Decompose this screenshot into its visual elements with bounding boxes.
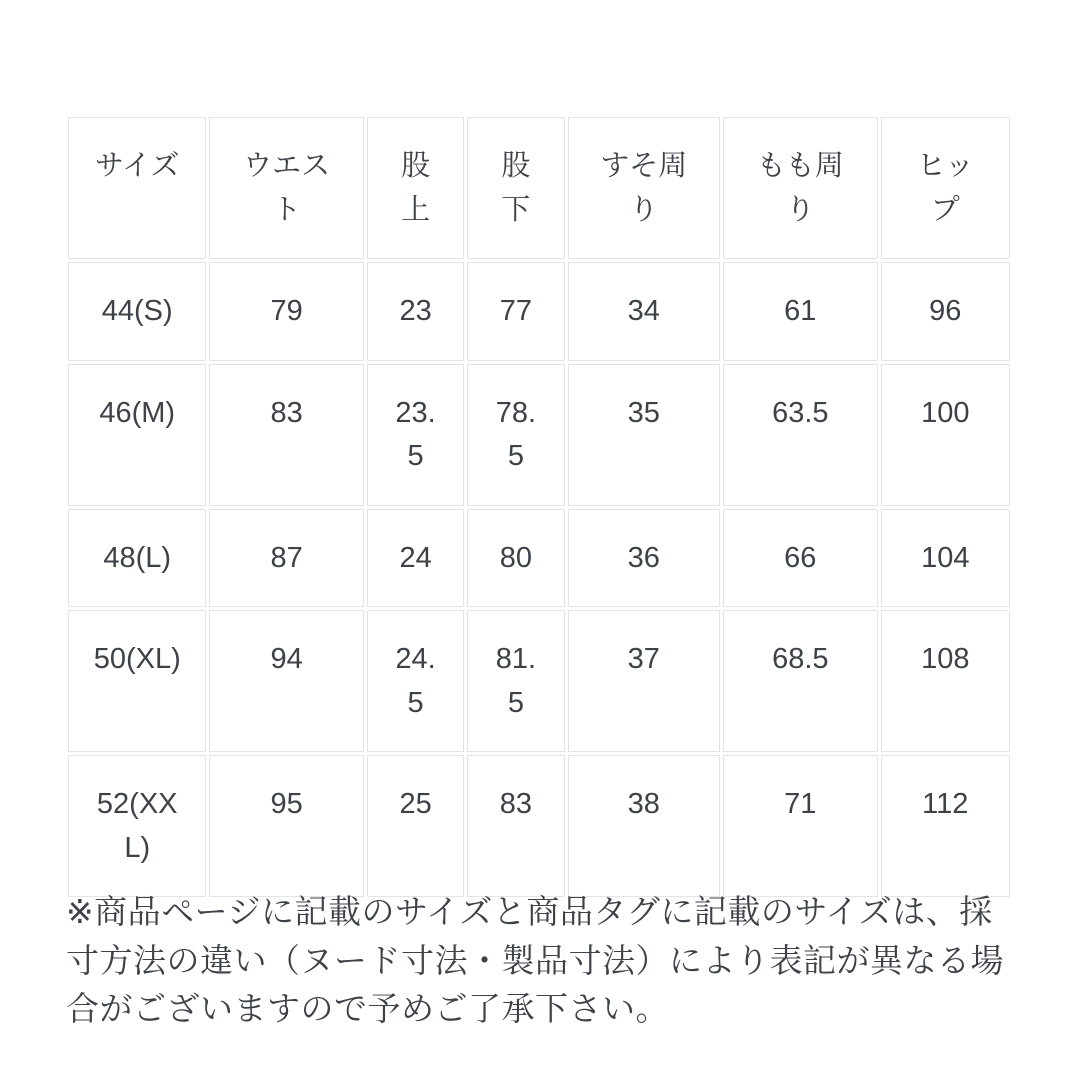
cell-rise: 25 xyxy=(367,755,464,897)
column-header-thigh: もも周り xyxy=(723,117,878,259)
table-row-48l xyxy=(68,509,1010,608)
column-header-inseam: 股下 xyxy=(467,117,564,259)
cell-rise: 24 xyxy=(367,509,464,608)
cell-hip: 100 xyxy=(881,364,1010,506)
table-header-row xyxy=(68,117,1010,259)
cell-thigh: 63.5 xyxy=(723,364,878,506)
table-row-44s xyxy=(68,262,1010,361)
cell-thigh: 61 xyxy=(723,262,878,361)
cell-rise: 23.5 xyxy=(367,364,464,506)
column-header-hem: すそ周り xyxy=(568,117,720,259)
cell-hip: 96 xyxy=(881,262,1010,361)
cell-inseam: 80 xyxy=(467,509,564,608)
column-header-waist: ウエスト xyxy=(209,117,364,259)
cell-size: 44(S) xyxy=(68,262,206,361)
cell-hip: 112 xyxy=(881,755,1010,897)
table-row-52xxl xyxy=(68,755,1010,897)
size-chart-table xyxy=(65,114,1013,900)
cell-size: 46(M) xyxy=(68,364,206,506)
table-row-50xl xyxy=(68,610,1010,752)
cell-rise: 23 xyxy=(367,262,464,361)
column-header-rise: 股上 xyxy=(367,117,464,259)
cell-hip: 104 xyxy=(881,509,1010,608)
cell-thigh: 66 xyxy=(723,509,878,608)
cell-thigh: 68.5 xyxy=(723,610,878,752)
cell-hem: 36 xyxy=(568,509,720,608)
cell-size: 52(XXL) xyxy=(68,755,206,897)
cell-waist: 79 xyxy=(209,262,364,361)
cell-inseam: 83 xyxy=(467,755,564,897)
cell-inseam: 81.5 xyxy=(467,610,564,752)
cell-waist: 95 xyxy=(209,755,364,897)
cell-size: 48(L) xyxy=(68,509,206,608)
cell-hem: 37 xyxy=(568,610,720,752)
table-row-46m xyxy=(68,364,1010,506)
cell-thigh: 71 xyxy=(723,755,878,897)
cell-hem: 34 xyxy=(568,262,720,361)
cell-waist: 83 xyxy=(209,364,364,506)
size-note: ※商品ページに記載のサイズと商品タグに記載のサイズは、採寸方法の違い（ヌード寸法・製品寸法）により表記が異なる場合がございますので予めご了承下さい。 xyxy=(66,893,1004,1027)
cell-hem: 35 xyxy=(568,364,720,506)
cell-waist: 87 xyxy=(209,509,364,608)
cell-hem: 38 xyxy=(568,755,720,897)
cell-size: 50(XL) xyxy=(68,610,206,752)
cell-inseam: 78.5 xyxy=(467,364,564,506)
cell-rise: 24.5 xyxy=(367,610,464,752)
cell-hip: 108 xyxy=(881,610,1010,752)
column-header-hip: ヒップ xyxy=(881,117,1010,259)
column-header-size: サイズ xyxy=(68,117,206,259)
cell-waist: 94 xyxy=(209,610,364,752)
cell-inseam: 77 xyxy=(467,262,564,361)
